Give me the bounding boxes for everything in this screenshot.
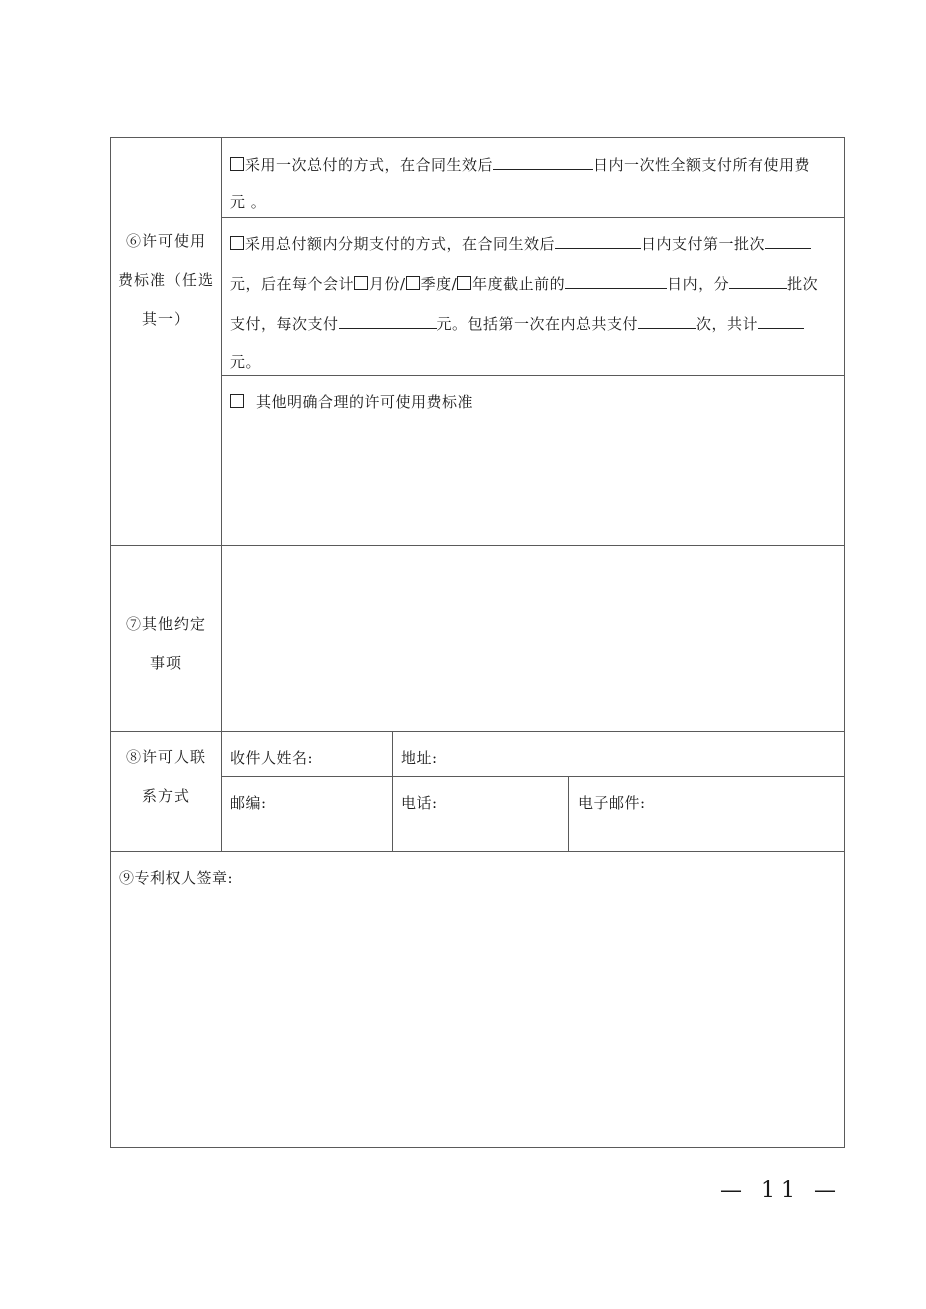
section7-label-line1: ⑦其他约定	[125, 615, 206, 633]
section8-label	[111, 738, 221, 816]
option2-line2: 元，后在每个会计 月份/ 季度/ 年度截止前的 日内，分 批次	[230, 275, 819, 293]
option2-line4: 元。	[230, 353, 262, 371]
contact-col-divider-1	[392, 731, 393, 851]
section8-divider	[110, 731, 845, 732]
option2-days-blank[interactable]	[555, 233, 641, 249]
section6-label-line1: ⑥许可使用	[125, 232, 206, 250]
option2-divider	[221, 375, 845, 376]
recipient-name-label: 收件人姓名:	[230, 749, 314, 767]
page-number: — 11 —	[720, 1178, 842, 1203]
table-border-right	[844, 137, 845, 1148]
month-checkbox[interactable]	[354, 276, 368, 290]
option2-first-amount-blank[interactable]	[765, 233, 811, 249]
phone-field[interactable]	[401, 793, 438, 813]
option3-line: 其他明确合理的许可使用费标准	[230, 392, 473, 412]
option2-period-days-blank[interactable]	[565, 273, 667, 289]
table-border-bottom	[110, 1147, 845, 1148]
postcode-label: 邮编:	[230, 794, 267, 812]
phone-label: 电话:	[401, 794, 438, 812]
email-field[interactable]	[578, 793, 646, 813]
section7-label-line2: 事项	[149, 654, 182, 672]
address-field[interactable]	[401, 748, 438, 768]
section6-label-line2: 费标准（任选	[117, 271, 214, 289]
section8-label-line1: ⑧许可人联	[125, 748, 206, 766]
option2-each-amount-blank[interactable]	[339, 313, 437, 329]
contact-row-divider	[221, 776, 845, 777]
option2-checkbox[interactable]	[230, 236, 244, 250]
postcode-field[interactable]	[230, 793, 267, 813]
quarter-checkbox[interactable]	[406, 276, 420, 290]
section9-divider	[110, 851, 845, 852]
signature-label: ⑨专利权人签章:	[119, 869, 234, 887]
option2-line1: 采用总付额内分期支付的方式，在合同生效后 日内支付第一批次	[230, 233, 811, 254]
contact-col-divider-2	[568, 776, 569, 851]
option2-total-times-blank[interactable]	[638, 313, 696, 329]
section6-label-line3: 其一）	[141, 310, 190, 328]
section8-label-line2: 系方式	[141, 787, 190, 805]
option2-batches-blank[interactable]	[729, 273, 787, 289]
option2-line3: 支付，每次支付 元。包括第一次在内总共支付 次，共计	[230, 313, 804, 334]
address-label: 地址:	[401, 749, 438, 767]
other-terms-input-area[interactable]	[222, 546, 844, 731]
signature-area[interactable]	[111, 895, 844, 1147]
option1-checkbox[interactable]	[230, 157, 244, 171]
year-checkbox[interactable]	[457, 276, 471, 290]
option1-line2: 元 。	[230, 193, 267, 211]
option3-checkbox[interactable]	[230, 394, 244, 408]
option3-input-area[interactable]	[222, 420, 844, 544]
recipient-name-field[interactable]	[230, 748, 313, 768]
email-label: 电子邮件:	[578, 794, 646, 812]
section6-label	[111, 222, 221, 339]
option2-total-amount-blank[interactable]	[758, 313, 804, 329]
option1-divider	[221, 217, 845, 218]
option1-days-blank[interactable]	[493, 154, 593, 170]
section7-label	[111, 605, 221, 683]
option1-line1: 采用一次总付的方式，在合同生效后 日内一次性全额支付所有使用费	[230, 154, 810, 175]
